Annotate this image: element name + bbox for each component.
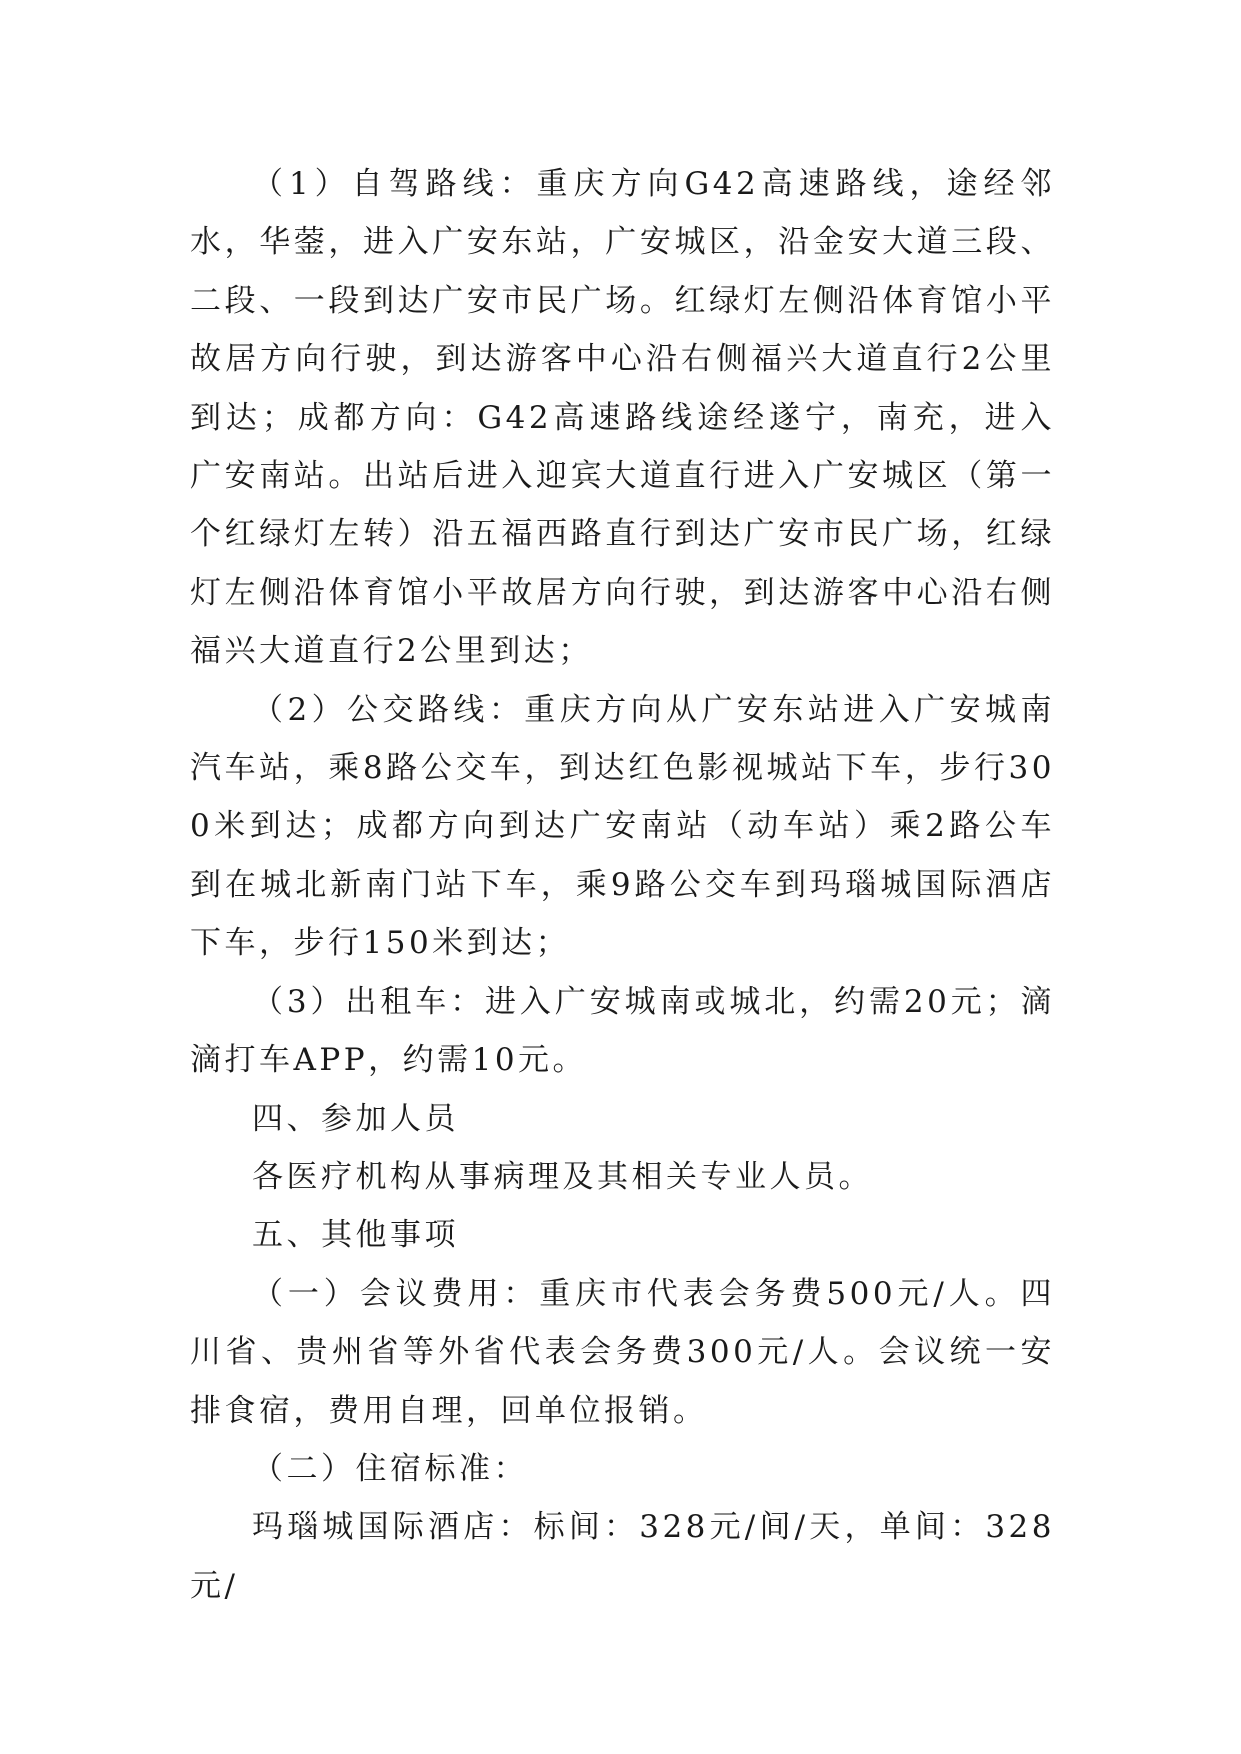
paragraph-hotel-rates: 玛瑙城国际酒店：标间：328元/间/天，单间：328元/: [190, 1509, 1055, 1604]
section-heading-other-matters: 五、其他事项: [252, 1217, 459, 1254]
paragraph-taxi: （3）出租车：进入广安城南或城北，约需20元；滴滴打车APP，约需10元。: [190, 983, 1055, 1079]
paragraph-accommodation-heading: （二）住宿标准：: [252, 1450, 528, 1487]
paragraph-bus-route: （2）公交路线：重庆方向从广安东站进入广安城南汽车站，乘8路公交车，到达红色影视城站下车，步行300米到达；成都方向到达广安南站（动车站）乘2路公车到在城北新南门站下车，乘9路公交车到玛瑙城国际酒店下车，步行150米到达；: [190, 691, 1055, 962]
paragraph-meeting-fee: （一）会议费用：重庆市代表会务费500元/人。四川省、贵州省等外省代表会务费300元/人。会议统一安排食宿，费用自理，回单位报销。: [190, 1275, 1055, 1429]
section-heading-participants: 四、参加人员: [252, 1100, 459, 1137]
paragraph-self-drive-route: （1）自驾路线：重庆方向G42高速路线，途经邻水，华蓥，进入广安东站，广安城区，沿金安大道三段、二段、一段到达广安市民广场。红绿灯左侧沿体育馆小平故居方向行驶，到达游客中心沿右侧福兴大道直行2公里到达；成都方向：G42高速路线途经遂宁，南充，进入广安南站。出站后进入迎宾大道直行进入广安城区（第一个红绿灯左转）沿五福西路直行到达广安市民广场，红绿灯左侧沿体育馆小平故居方向行驶，到达游客中心沿右侧福兴大道直行2公里到达；: [190, 166, 1055, 670]
paragraph-participants: 各医疗机构从事病理及其相关专业人员。: [252, 1158, 873, 1195]
document-body: [190, 155, 1055, 1615]
